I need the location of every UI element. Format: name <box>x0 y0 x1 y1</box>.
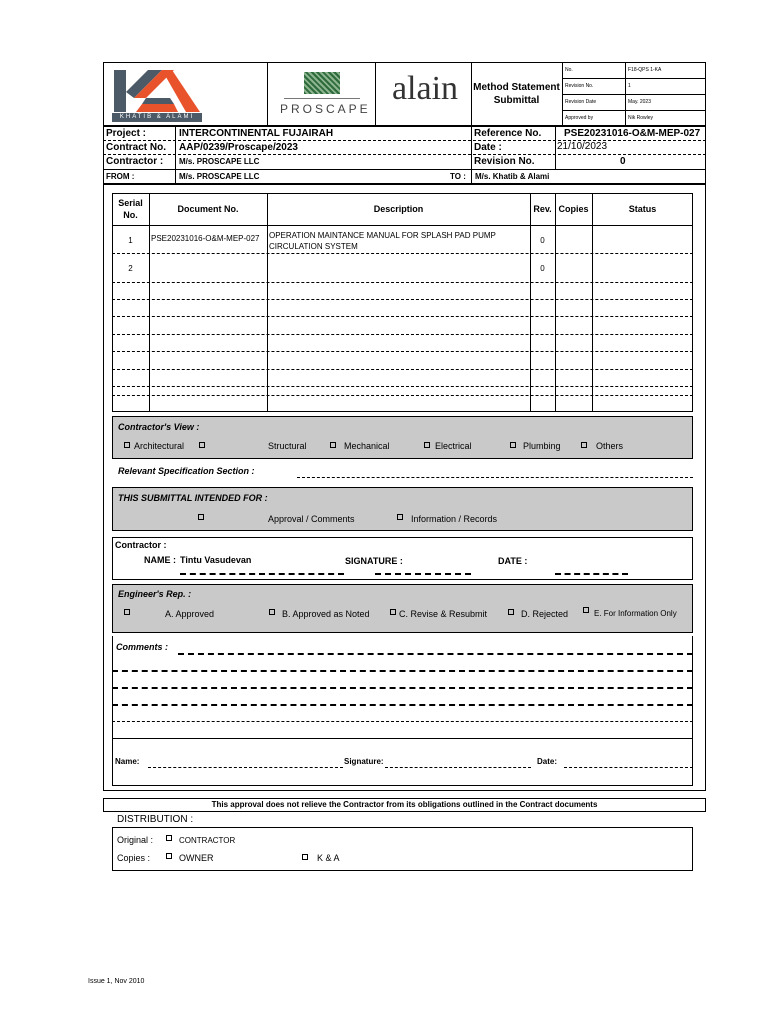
sign-signature-field[interactable] <box>385 767 531 768</box>
row-serial: 1 <box>128 236 133 245</box>
row-description-2: CIRCULATION SYSTEM <box>269 242 358 251</box>
information-label: Information / Records <box>411 514 498 524</box>
col-copies-header: Copies <box>558 204 589 214</box>
plumbing-checkbox[interactable] <box>510 442 516 448</box>
approved-checkbox[interactable] <box>124 609 130 615</box>
proscape-emblem <box>304 72 340 94</box>
proscape-text: PROSCAPE <box>280 102 371 116</box>
copies-owner-checkbox[interactable] <box>166 853 172 859</box>
reference-value: PSE20231016-O&M-MEP-027 <box>564 128 701 139</box>
date-value: 21/10/2023 <box>557 141 608 152</box>
approved-label: A. Approved <box>165 609 215 619</box>
sign-name-label: Name: <box>115 757 140 766</box>
contractor-label: Contractor : <box>106 156 164 167</box>
form-title-line1: Method Statement <box>473 82 560 93</box>
original-contractor-label: CONTRACTOR <box>179 836 236 845</box>
engineer-rep-title: Engineer's Rep. : <box>118 589 192 599</box>
row-rev: 0 <box>540 236 545 245</box>
for-information-label: E. For Information Only <box>594 609 677 618</box>
col-serial-header: Serial <box>118 198 143 208</box>
architectural-checkbox[interactable] <box>124 442 130 448</box>
sign-date-field[interactable] <box>564 767 693 768</box>
electrical-checkbox[interactable] <box>424 442 430 448</box>
to-value: M/s. Khatib & Alami <box>475 172 550 181</box>
issue-footer: Issue 1, Nov 2010 <box>88 978 145 985</box>
col-status-header: Status <box>628 204 657 214</box>
row-rev: 0 <box>540 264 545 273</box>
contractor-signature-label: SIGNATURE : <box>345 556 403 566</box>
distribution-title: DISTRIBUTION : <box>117 814 194 825</box>
project-value: INTERCONTINENTAL FUJAIRAH <box>179 128 334 139</box>
contract-value: AAP/0239/Proscape/2023 <box>179 142 298 153</box>
row-serial: 2 <box>128 264 133 273</box>
mechanical-checkbox[interactable] <box>330 442 336 448</box>
approval-label: Approval / Comments <box>268 514 355 524</box>
structural-checkbox[interactable] <box>199 442 205 448</box>
meta-value: F18-QPS 1-KA <box>628 67 662 73</box>
contractor-name-line <box>180 573 344 575</box>
architectural-label: Architectural <box>134 441 185 451</box>
others-checkbox[interactable] <box>581 442 587 448</box>
col-document-header: Document No. <box>177 204 239 214</box>
meta-value: 1 <box>628 83 631 89</box>
original-label: Original : <box>117 835 154 845</box>
meta-label: No. <box>565 67 573 73</box>
copies-label: Copies : <box>117 853 151 863</box>
form-title-line2: Submittal <box>493 95 540 106</box>
contractor-value: M/s. PROSCAPE LLC <box>179 157 260 166</box>
contractor-name-value: Tintu Vasudevan <box>180 555 252 565</box>
company-logo-text: KHATIB & ALAMI <box>112 113 202 122</box>
row-document: PSE20231016-O&M-MEP-027 <box>151 234 260 243</box>
reference-label: Reference No. <box>474 128 542 139</box>
row-description: OPERATION MAINTANCE MANUAL FOR SPLASH PAD PUMP <box>269 231 496 240</box>
revise-resubmit-label: C. Revise & Resubmit <box>399 609 488 619</box>
from-value: M/s. PROSCAPE LLC <box>179 172 260 181</box>
meta-label: Revision No. <box>565 83 594 89</box>
project-label: Project : <box>106 128 147 139</box>
meta-value: May. 2023 <box>628 99 651 105</box>
distribution-box <box>112 827 693 871</box>
col-serial-header-2: No. <box>123 210 138 220</box>
copies-ka-checkbox[interactable] <box>302 854 308 860</box>
comments-label: Comments : <box>116 642 169 652</box>
sign-signature-label: Signature: <box>344 757 384 766</box>
contractor-name-label: NAME : <box>144 555 176 565</box>
col-rev-header: Rev. <box>533 204 552 214</box>
rejected-label: D. Rejected <box>521 609 569 619</box>
revise-resubmit-checkbox[interactable] <box>390 609 396 615</box>
alain-logo: alain <box>391 70 459 107</box>
disclaimer-text: This approval does not relieve the Contractor from its obligations outlined in the Contract documents <box>211 800 598 809</box>
intended-for-title: THIS SUBMITTAL INTENDED FOR : <box>118 493 268 503</box>
comments-area[interactable] <box>112 636 693 786</box>
for-information-checkbox[interactable] <box>583 607 589 613</box>
plumbing-label: Plumbing <box>523 441 561 451</box>
col-description-header: Description <box>373 204 424 214</box>
rejected-checkbox[interactable] <box>508 609 514 615</box>
meta-label: Revision Date <box>565 99 597 105</box>
meta-label: Approved by <box>565 115 594 121</box>
structural-label: Structural <box>268 441 307 451</box>
revision-value: 0 <box>620 156 626 167</box>
relevant-spec-label: Relevant Specification Section : <box>118 466 255 476</box>
copies-ka-label: K & A <box>317 853 340 863</box>
original-contractor-checkbox[interactable] <box>166 835 172 841</box>
relevant-spec-field[interactable] <box>297 477 693 478</box>
sign-name-field[interactable] <box>148 767 343 768</box>
contractor-sign-label: Contractor : <box>115 540 167 550</box>
copies-owner-label: OWNER <box>179 853 214 863</box>
approved-as-noted-label: B. Approved as Noted <box>282 609 370 619</box>
contractor-date-label: DATE : <box>498 556 528 566</box>
date-label: Date : <box>474 142 502 153</box>
information-checkbox[interactable] <box>397 514 403 520</box>
contractor-date-field[interactable] <box>555 573 628 575</box>
meta-value: Nik Rowley <box>628 115 654 121</box>
approved-as-noted-checkbox[interactable] <box>269 609 275 615</box>
contractor-signature-field[interactable] <box>375 573 471 575</box>
proscape-logo <box>280 68 371 122</box>
from-label: FROM : <box>106 172 135 181</box>
mechanical-label: Mechanical <box>344 441 390 451</box>
revision-label: Revision No. <box>474 156 535 167</box>
contractors-view-title: Contractor's View : <box>118 422 200 432</box>
contract-label: Contract No. <box>106 142 166 153</box>
approval-checkbox[interactable] <box>198 514 204 520</box>
to-label: TO : <box>450 172 466 181</box>
electrical-label: Electrical <box>435 441 472 451</box>
others-label: Others <box>596 441 624 451</box>
sign-date-label: Date: <box>537 757 558 766</box>
company-logo <box>112 68 204 122</box>
